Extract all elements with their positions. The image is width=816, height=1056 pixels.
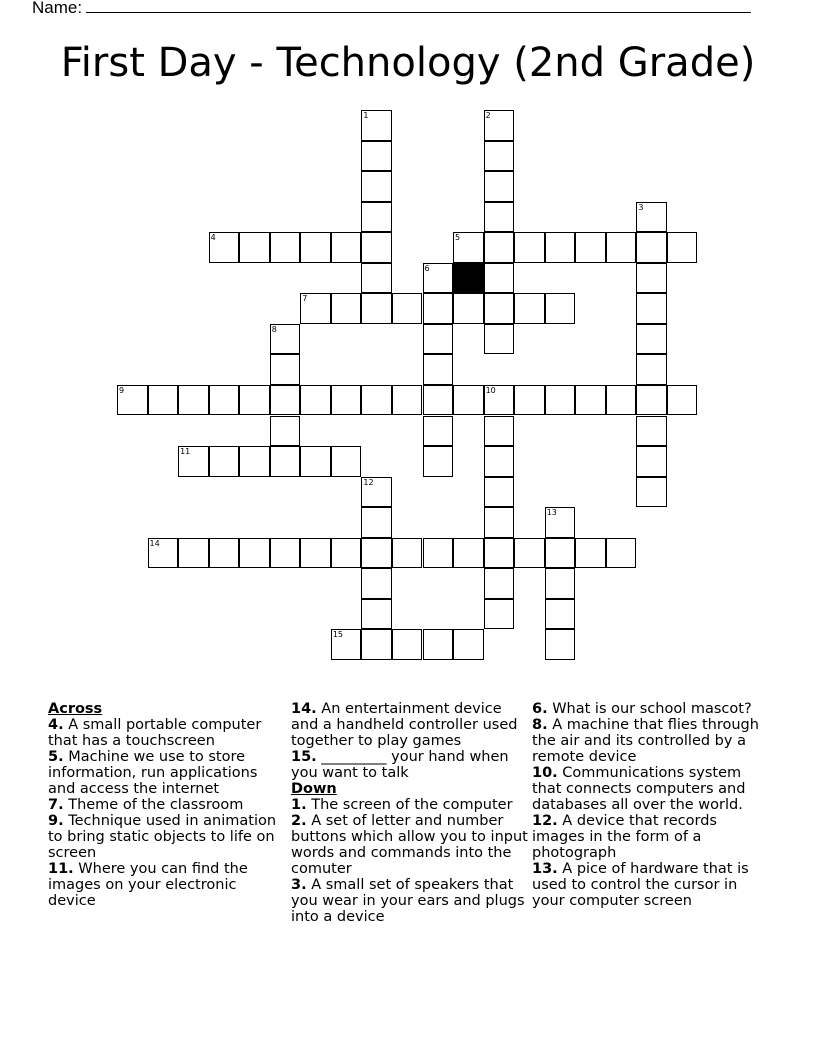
grid-cell[interactable]: [636, 232, 667, 263]
grid-cell[interactable]: [636, 324, 667, 355]
grid-cell[interactable]: [239, 538, 270, 569]
cell-number: 4: [210, 233, 216, 243]
crossword-grid: [117, 110, 699, 661]
grid-cell[interactable]: [484, 324, 515, 355]
grid-cell[interactable]: [331, 232, 362, 263]
grid-cell[interactable]: [514, 538, 545, 569]
grid-cell[interactable]: [514, 293, 545, 324]
grid-cell[interactable]: [392, 538, 423, 569]
grid-cell[interactable]: [361, 507, 392, 538]
grid-cell[interactable]: [484, 263, 515, 294]
grid-cell[interactable]: [545, 293, 576, 324]
grid-cell[interactable]: [361, 263, 392, 294]
grid-cell[interactable]: [270, 354, 301, 385]
across-heading: Across: [48, 701, 103, 717]
grid-cell[interactable]: [484, 477, 515, 508]
grid-cell[interactable]: [270, 538, 301, 569]
cell-number: 8: [271, 324, 277, 334]
page-title: First Day - Technology (2nd Grade): [60, 40, 756, 86]
grid-cell[interactable]: [636, 477, 667, 508]
grid-cell[interactable]: [453, 538, 484, 569]
grid-cell[interactable]: [392, 385, 423, 416]
grid-cell[interactable]: [270, 416, 301, 447]
clue-across-5: 5. Machine we use to store information, run applications and access the internet: [48, 749, 258, 797]
grid-cell[interactable]: [484, 293, 515, 324]
cell-number: 10: [485, 385, 496, 395]
clues-column-3: [532, 701, 772, 909]
grid-cell[interactable]: [423, 354, 454, 385]
grid-cell[interactable]: [453, 629, 484, 660]
grid-cell[interactable]: [484, 202, 515, 233]
grid-cell[interactable]: [423, 629, 454, 660]
clue-down-3: 3. A small set of speakers that you wear in your ears and plugs into a device: [291, 877, 525, 925]
grid-cell[interactable]: [361, 629, 392, 660]
grid-cell[interactable]: [484, 446, 515, 477]
grid-cell[interactable]: [423, 324, 454, 355]
grid-cell[interactable]: [361, 293, 392, 324]
grid-cell[interactable]: [361, 141, 392, 172]
grid-cell[interactable]: [575, 538, 606, 569]
grid-cell[interactable]: [453, 385, 484, 416]
grid-cell[interactable]: [484, 568, 515, 599]
clue-across-4: 4. A small portable computer that has a touchscreen: [48, 717, 262, 749]
grid-cell[interactable]: [300, 232, 331, 263]
cell-number: 5: [455, 233, 461, 243]
grid-cell[interactable]: [484, 416, 515, 447]
cell-number: 14: [149, 538, 160, 548]
name-line[interactable]: [86, 0, 751, 13]
clue-down-8: 8. A machine that flies through the air and its controlled by a remote device: [532, 717, 759, 765]
grid-cell[interactable]: [209, 446, 240, 477]
grid-cell[interactable]: [636, 202, 667, 233]
clue-across-9: 9. Technique used in animation to bring static objects to life on screen: [48, 813, 277, 861]
grid-cell[interactable]: [484, 538, 515, 569]
name-field[interactable]: [32, 0, 751, 18]
grid-cell[interactable]: [514, 385, 545, 416]
grid-cell[interactable]: [484, 507, 515, 538]
grid-cell[interactable]: [545, 599, 576, 630]
grid-cell[interactable]: [667, 385, 698, 416]
grid-cell[interactable]: [331, 385, 362, 416]
grid-cell[interactable]: [484, 171, 515, 202]
grid-cell[interactable]: [575, 232, 606, 263]
grid-cell[interactable]: [239, 385, 270, 416]
grid-cell[interactable]: [606, 538, 637, 569]
grid-cell[interactable]: [361, 171, 392, 202]
grid-cell[interactable]: [423, 293, 454, 324]
clue-across-15: 15. _________ your hand when you want to talk: [291, 749, 509, 781]
clue-down-6: 6. What is our school mascot?: [532, 701, 752, 717]
grid-cell[interactable]: [270, 446, 301, 477]
grid-cell[interactable]: [239, 232, 270, 263]
grid-cell[interactable]: [331, 293, 362, 324]
grid-cell[interactable]: [484, 232, 515, 263]
grid-cell[interactable]: [545, 538, 576, 569]
grid-cell[interactable]: [361, 202, 392, 233]
grid-cell[interactable]: [545, 629, 576, 660]
cell-number: 9: [119, 385, 125, 395]
grid-cell[interactable]: [331, 446, 362, 477]
grid-cell[interactable]: [453, 293, 484, 324]
grid-cell[interactable]: [209, 385, 240, 416]
clue-down-1: 1. The screen of the computer: [291, 797, 513, 813]
grid-cell[interactable]: [148, 538, 179, 569]
grid-cell[interactable]: [178, 385, 209, 416]
grid-cell[interactable]: [606, 232, 637, 263]
grid-cell[interactable]: [423, 385, 454, 416]
grid-cell[interactable]: [484, 385, 515, 416]
clue-across-14: 14. An entertainment device and a handheld controller used together to play games: [291, 701, 518, 749]
clues-column-1: [48, 701, 283, 909]
grid-cell[interactable]: [361, 538, 392, 569]
grid-cell[interactable]: [239, 446, 270, 477]
clue-across-11: 11. Where you can find the images on your electronic device: [48, 861, 248, 909]
clue-down-2: 2. A set of letter and number buttons which allow you to input words and commands into the comuter: [291, 813, 528, 877]
grid-cell[interactable]: [361, 568, 392, 599]
grid-cell[interactable]: [545, 568, 576, 599]
grid-cell[interactable]: [361, 599, 392, 630]
cell-number: 13: [546, 508, 557, 518]
clues-column-2: [291, 701, 531, 925]
grid-cell[interactable]: [484, 110, 515, 141]
grid-cell[interactable]: [270, 385, 301, 416]
grid-cell[interactable]: [148, 385, 179, 416]
grid-cell[interactable]: [484, 141, 515, 172]
grid-cell[interactable]: [606, 385, 637, 416]
grid-cell[interactable]: [178, 538, 209, 569]
clue-across-7: 7. Theme of the classroom: [48, 797, 244, 813]
grid-cell[interactable]: [636, 293, 667, 324]
grid-cell[interactable]: [361, 232, 392, 263]
grid-cell[interactable]: [423, 446, 454, 477]
grid-cell[interactable]: [300, 293, 331, 324]
grid-cell[interactable]: [300, 538, 331, 569]
grid-cell[interactable]: [514, 232, 545, 263]
grid-cell[interactable]: [178, 446, 209, 477]
cell-number: 3: [638, 202, 644, 212]
grid-cell[interactable]: [636, 263, 667, 294]
clue-down-10: 10. Communications system that connects computers and databases all over the world.: [532, 765, 746, 813]
grid-cell[interactable]: [270, 232, 301, 263]
grid-cell[interactable]: [392, 293, 423, 324]
grid-cell[interactable]: [117, 385, 148, 416]
grid-cell[interactable]: [361, 385, 392, 416]
name-label: Name:: [32, 0, 83, 17]
grid-cell[interactable]: [331, 629, 362, 660]
grid-cell[interactable]: [423, 263, 454, 294]
grid-cell[interactable]: [453, 232, 484, 263]
cell-number: 15: [332, 630, 344, 640]
grid-cell[interactable]: [300, 385, 331, 416]
clue-down-13: 13. A pice of hardware that is used to control the cursor in your computer screen: [532, 861, 749, 909]
clue-down-12: 12. A device that records images in the form of a photograph: [532, 813, 717, 861]
cell-number: 7: [302, 294, 308, 304]
grid-cell[interactable]: [392, 629, 423, 660]
grid-cell[interactable]: [636, 354, 667, 385]
grid-cell[interactable]: [545, 232, 576, 263]
grid-cell[interactable]: [575, 385, 606, 416]
cell-number: 2: [485, 111, 491, 120]
grid-cell[interactable]: [484, 599, 515, 630]
grid-cell[interactable]: [423, 416, 454, 447]
grid-cell[interactable]: [423, 538, 454, 569]
grid-cell[interactable]: [270, 324, 301, 355]
down-heading: Down: [291, 781, 337, 797]
cell-number: 11: [180, 447, 191, 457]
grid-cell[interactable]: [361, 477, 392, 508]
grid-cell[interactable]: [209, 232, 240, 263]
grid-cell[interactable]: [545, 385, 576, 416]
grid-cell[interactable]: [636, 416, 667, 447]
black-cell: [453, 263, 484, 294]
grid-cell[interactable]: [667, 232, 698, 263]
cell-number: 12: [363, 477, 374, 487]
cell-number: 6: [424, 263, 430, 273]
grid-cell[interactable]: [636, 385, 667, 416]
grid-cell[interactable]: [545, 507, 576, 538]
grid-cell[interactable]: [209, 538, 240, 569]
grid-cell[interactable]: [636, 446, 667, 477]
grid-cell[interactable]: [331, 538, 362, 569]
grid-cell[interactable]: [300, 446, 331, 477]
cell-number: 1: [363, 111, 369, 120]
grid-cell[interactable]: [361, 110, 392, 141]
